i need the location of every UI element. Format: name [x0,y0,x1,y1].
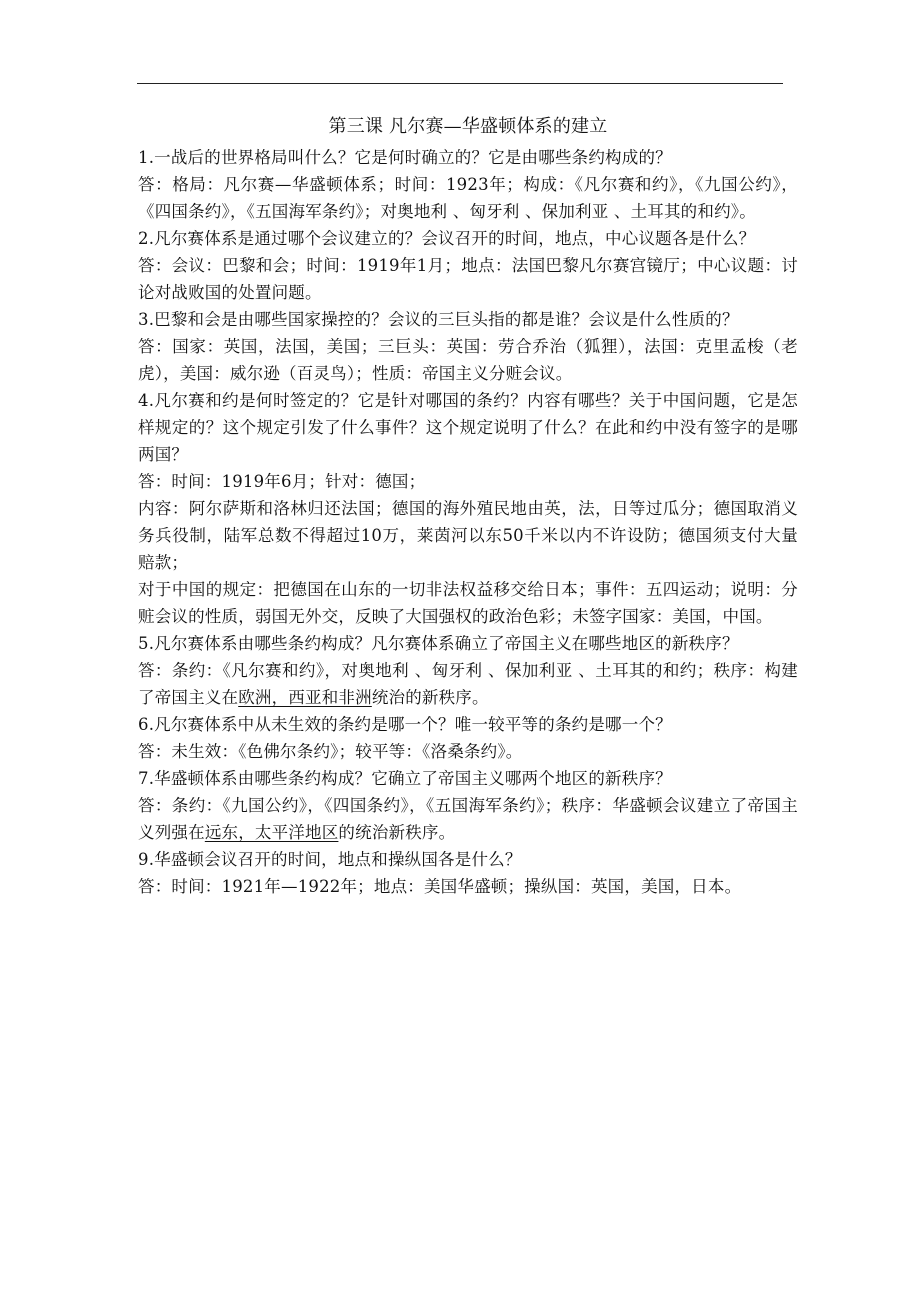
question-4: 4.凡尔赛和约是何时签定的？它是针对哪国的条约？内容有哪些？关于中国问题，它是怎样规定的？这个规定引发了什么事件？这个规定说明了什么？在此和约中没有签字的是哪两国？ [138,391,798,464]
question-3: 3.巴黎和会是由哪些国家操控的？会议的三巨头指的都是谁？会议是什么性质的？ [138,310,739,329]
question-1: 1.一战后的世界格局叫什么？它是何时确立的？它是由哪些条约构成的？ [138,148,672,167]
question-5: 5.凡尔赛体系由哪些条约构成？凡尔赛体系确立了帝国主义在哪些地区的新秩序？ [138,634,739,653]
answer-5-text: 答：条约：《凡尔赛和约》，对奥地利 、匈牙利 、保加利亚 、土耳其的和约；秩序：构建了帝国主义在 [138,661,798,707]
answer-7-tail: 的统治新秩序。 [338,823,456,842]
answer-7-text: 答：条约：《九国公约》，《四国条约》，《五国海军条约》；秩序：华盛顿会议建立了帝国主义列强在 [138,796,798,842]
answer-5-underlined-regions: 欧洲，西亚和非洲 [238,688,372,707]
answer-4-china: 对于中国的规定：把德国在山东的一切非法权益移交给日本；事件：五四运动；说明：分赃会议的性质，弱国无外交，反映了大国强权的政治色彩；未签字国家：美国，中国。 [138,580,798,626]
answer-7 [138,792,798,846]
answer-7-underlined-regions: 远东，太平洋地区 [204,823,339,842]
document-body [138,110,798,900]
answer-4-content: 内容：阿尔萨斯和洛林归还法国；德国的海外殖民地由英，法，日等过瓜分；德国取消义务兵役制，陆军总数不得超过10万，莱茵河以东50千米以内不许设防；德国须支付大量赔款； [138,499,798,572]
answer-9: 答：时间：1921年—1922年；地点：美国华盛顿；操纵国：英国，美国，日本。 [138,877,742,896]
answer-6: 答：未生效：《色佛尔条约》；较平等：《洛桑条约》。 [138,742,523,761]
answer-4-time: 答：时间：1919年6月；针对：德国； [138,472,426,491]
page-title: 第三课 凡尔赛—华盛顿体系的建立 [328,116,608,137]
answer-1: 答：格局：凡尔赛—华盛顿体系；时间：1923年；构成：《凡尔赛和约》，《九国公约》，《四国条约》，《五国海军条约》；对奥地利 、匈牙利 、保加利亚 、土耳其的和约》。 [138,175,798,221]
question-6: 6.凡尔赛体系中从未生效的条约是哪一个？唯一较平等的条约是哪一个？ [138,715,672,734]
answer-3: 答：国家：英国，法国，美国；三巨头：英国：劳合乔治（狐狸），法国：克里孟梭（老虎），美国：威尔逊（百灵鸟）；性质：帝国主义分赃会议。 [138,337,798,383]
answer-2: 答：会议：巴黎和会；时间：1919年1月；地点：法国巴黎凡尔赛宫镜厅；中心议题：讨论对战败国的处置问题。 [138,256,798,302]
question-9: 9.华盛顿会议召开的时间，地点和操纵国各是什么？ [138,850,522,869]
answer-5 [138,657,798,711]
answer-5-tail: 统治的新秩序。 [371,688,489,707]
question-2: 2.凡尔赛体系是通过哪个会议建立的？会议召开的时间，地点，中心议题各是什么？ [138,229,756,248]
question-7: 7.华盛顿体系由哪些条约构成？它确立了帝国主义哪两个地区的新秩序？ [138,769,672,788]
header-rule [137,83,783,84]
